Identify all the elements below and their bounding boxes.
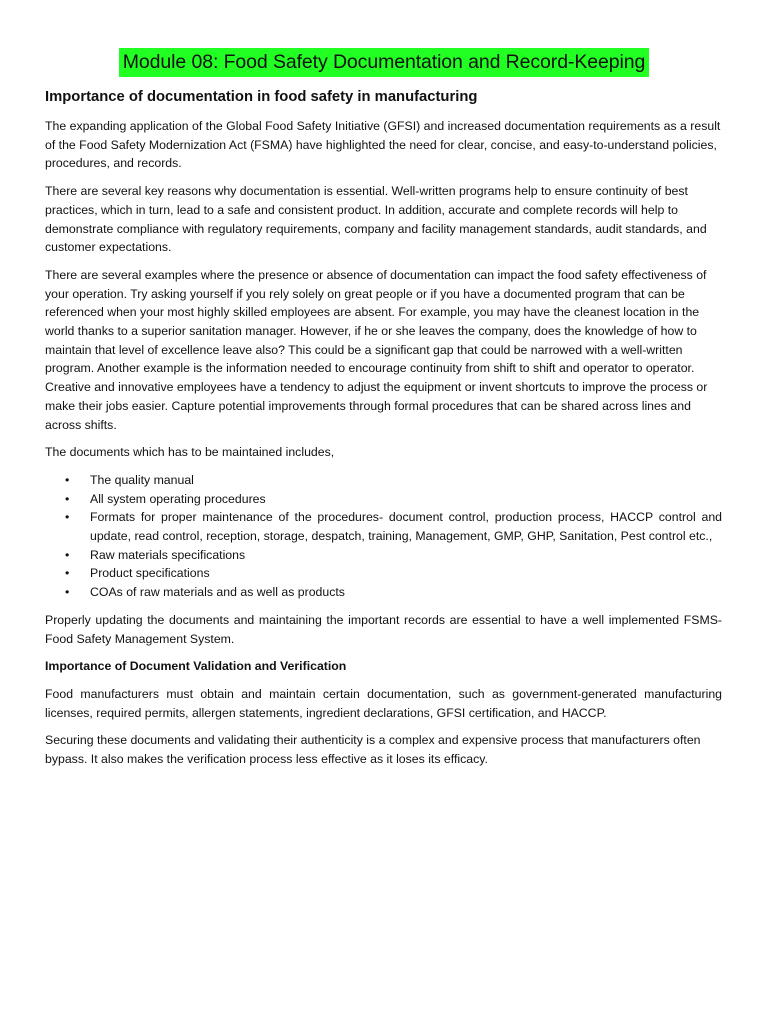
paragraph-reasons: There are several key reasons why documentation is essential. Well-written programs help to ensure continuity of best practices, which in turn, lead to a safe and consistent product. In addition, accurate and complete records will help to demonstrate compliance with regulatory requirements, company and facility management standards, audit standards, and customer expectations. <box>45 184 707 255</box>
paragraph-examples: There are several examples where the presence or absence of documentation can impact the food safety effectiveness of your operation. Try asking yourself if you rely solely on great people or if you have a documented program that can be referenced when your most highly skilled employees are absent. For example, you may have the cleanest location in the world thanks to a superior sanitation manager. However, if he or she leaves the company, does the knowledge of how to maintain that level of excellence leave also? This could be a significant gap that could be narrowed with a well-written program. Another example is the information needed to encourage continuity from shift to shift and operator to operator. Creative and innovative employees have a tendency to adjust the equipment or invent shortcuts to improve the process or make their jobs easier. Capture potential improvements through formal procedures that can be shared across lines and across shifts. <box>45 267 708 432</box>
bullet-icon: • <box>65 491 70 506</box>
title-container <box>0 48 768 77</box>
list-item <box>45 490 722 509</box>
list-item-text: Raw materials specifications <box>90 547 246 562</box>
list-item-text: Formats for proper maintenance of the procedures- document control, production process, HACCP control and update, read control, reception, storage, despatch, training, Management, GMP, GHP, Sanitation, Pest control etc., <box>90 510 722 544</box>
paragraph-documents-list-intro: The documents which has to be maintained includes, <box>45 445 335 460</box>
list-item-text: All system operating procedures <box>90 491 266 506</box>
paragraph-validation-cost: Securing these documents and validating their authenticity is a complex and expensive process that manufacturers often bypass. It also makes the verification process less effective as it loses its efficacy. <box>45 733 701 767</box>
documents-bullet-list <box>45 471 722 602</box>
section-subheading: Importance of documentation in food safety in manufacturing <box>45 89 478 105</box>
bullet-icon: • <box>65 472 70 487</box>
list-item <box>45 583 722 602</box>
module-title: Module 08: Food Safety Documentation and Record-Keeping <box>119 48 649 77</box>
paragraph-fsms: Properly updating the documents and maintaining the important records are essential to have a well implemented FSMS- Food Safety Management System. <box>45 612 722 646</box>
bullet-icon: • <box>65 510 70 525</box>
list-item <box>45 546 722 565</box>
list-item <box>45 508 722 545</box>
list-item-text: COAs of raw materials and as well as products <box>90 585 345 600</box>
list-item-text: The quality manual <box>90 472 194 487</box>
bullet-icon: • <box>65 547 70 562</box>
bullet-icon: • <box>65 585 70 600</box>
document-body <box>45 87 722 778</box>
list-item-text: Product specifications <box>90 566 210 581</box>
paragraph-required-docs: Food manufacturers must obtain and maintain certain documentation, such as government-generated manufacturing licenses, required permits, allergen statements, ingredient declarations, GFSI certification, and HACCP. <box>45 686 722 720</box>
list-item <box>45 564 722 583</box>
paragraph-intro: The expanding application of the Global Food Safety Initiative (GFSI) and increased documentation requirements as a result of the Food Safety Modernization Act (FSMA) have highlighted the need for clear, concise, and easy-to-understand policies, procedures, and records. <box>45 119 721 171</box>
bullet-icon: • <box>65 566 70 581</box>
validation-heading: Importance of Document Validation and Verification <box>45 659 347 674</box>
list-item <box>45 471 722 490</box>
